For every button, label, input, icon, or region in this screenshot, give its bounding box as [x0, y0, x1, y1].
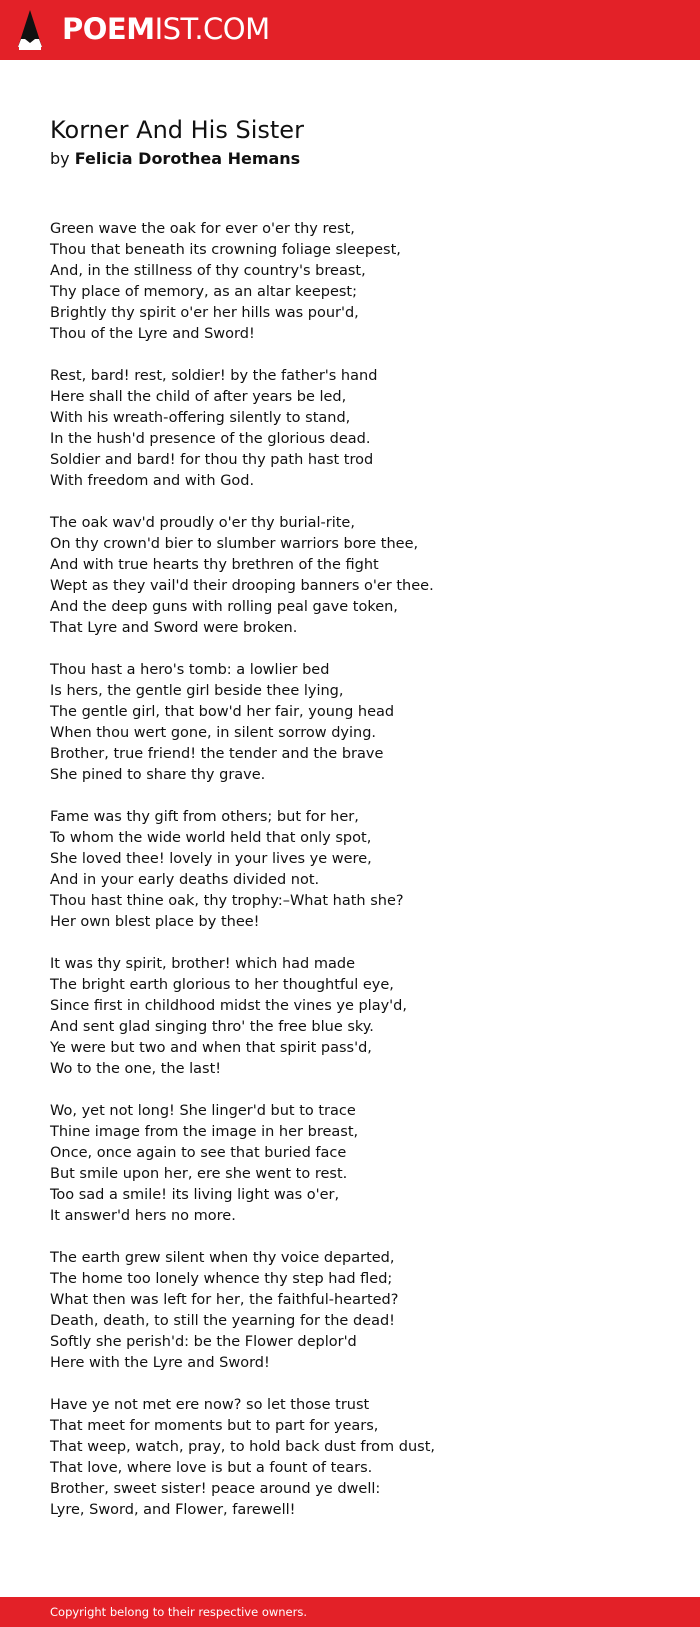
poem-stanza	[50, 807, 660, 933]
poem-line: Here with the Lyre and Sword!	[50, 1355, 270, 1371]
poem-line: That weep, watch, pray, to hold back dust from dust,	[50, 1439, 435, 1455]
poem-stanza	[50, 1101, 660, 1227]
poem-line: On thy crown'd bier to slumber warriors bore thee,	[50, 536, 419, 552]
by-label: by	[50, 149, 70, 168]
poem-line: When thou wert gone, in silent sorrow dying.	[50, 725, 377, 741]
poem-line: Is hers, the gentle girl beside thee lying,	[50, 683, 344, 699]
poem-line: The home too lonely whence thy step had fled;	[50, 1271, 393, 1287]
poem-line: And in your early deaths divided not.	[50, 872, 320, 888]
poem-line: Thou of the Lyre and Sword!	[50, 326, 255, 342]
poem-line: Thy place of memory, as an altar keepest;	[50, 284, 358, 300]
poem-line: Thou hast thine oak, thy trophy:–What hath she?	[50, 893, 404, 909]
poem-line: Have ye not met ere now? so let those trust	[50, 1397, 370, 1413]
poem-line: Brightly thy spirit o'er her hills was pour'd,	[50, 305, 359, 321]
pencil-icon	[16, 9, 44, 51]
poem-line: And sent glad singing thro' the free blue sky.	[50, 1019, 374, 1035]
site-logo[interactable]	[62, 10, 270, 48]
poem-line: It was thy spirit, brother! which had made	[50, 956, 355, 972]
poem-line: The earth grew silent when thy voice departed,	[50, 1250, 395, 1266]
poem-line: Soldier and bard! for thou thy path hast trod	[50, 452, 374, 468]
poem-line: Death, death, to still the yearning for the dead!	[50, 1313, 395, 1329]
poem-line: And, in the stillness of thy country's breast,	[50, 263, 366, 279]
poem-byline	[50, 147, 300, 171]
poem-line: Here shall the child of after years be led,	[50, 389, 347, 405]
poem-line: With freedom and with God.	[50, 473, 255, 489]
poem-line: With his wreath-offering silently to stand,	[50, 410, 351, 426]
poem-line: The oak wav'd proudly o'er thy burial-rite,	[50, 515, 355, 531]
poem-line: In the hush'd presence of the glorious dead.	[50, 431, 371, 447]
poem-line: That meet for moments but to part for years,	[50, 1418, 379, 1434]
poem-title: Korner And His Sister	[50, 116, 304, 144]
poem-body	[50, 219, 660, 1542]
poem-stanza	[50, 954, 660, 1080]
poem-stanza	[50, 1395, 660, 1521]
poem-stanza	[50, 660, 660, 786]
poem-line: That Lyre and Sword were broken.	[50, 620, 298, 636]
poem-line: To whom the wide world held that only spot,	[50, 830, 372, 846]
poem-line: That love, where love is but a fount of tears.	[50, 1460, 373, 1476]
site-header	[0, 0, 700, 60]
poem-line: The gentle girl, that bow'd her fair, young head	[50, 704, 395, 720]
poem-line: It answer'd hers no more.	[50, 1208, 236, 1224]
poem-line: Wept as they vail'd their drooping banners o'er thee.	[50, 578, 434, 594]
poem-line: The bright earth glorious to her thoughtful eye,	[50, 977, 394, 993]
poem-author[interactable]: Felicia Dorothea Hemans	[74, 149, 301, 168]
logo-text-light: IST.COM	[154, 12, 270, 46]
poem-line: What then was left for her, the faithful-hearted?	[50, 1292, 399, 1308]
poem-line: And the deep guns with rolling peal gave token,	[50, 599, 398, 615]
poem-stanza	[50, 366, 660, 492]
poem-line: And with true hearts thy brethren of the fight	[50, 557, 379, 573]
poem-line: Wo to the one, the last!	[50, 1061, 222, 1077]
poem-line: Softly she perish'd: be the Flower deplor'd	[50, 1334, 357, 1350]
poem-line: Brother, true friend! the tender and the brave	[50, 746, 384, 762]
poem-line: Once, once again to see that buried face	[50, 1145, 347, 1161]
poem-line: Wo, yet not long! She linger'd but to trace	[50, 1103, 356, 1119]
poem-line: Rest, bard! rest, soldier! by the father's hand	[50, 368, 378, 384]
copyright-text: Copyright belong to their respective owners.	[50, 1605, 308, 1619]
poem-line: Green wave the oak for ever o'er thy rest,	[50, 221, 355, 237]
poem-line: Ye were but two and when that spirit pass'd,	[50, 1040, 372, 1056]
poem-line: Thou hast a hero's tomb: a lowlier bed	[50, 662, 330, 678]
poem-line: She pined to share thy grave.	[50, 767, 266, 783]
poem-line: Her own blest place by thee!	[50, 914, 260, 930]
logo-text-bold: POEM	[62, 12, 155, 46]
poem-line: Thou that beneath its crowning foliage sleepest,	[50, 242, 401, 258]
poem-line: She loved thee! lovely in your lives ye were,	[50, 851, 372, 867]
site-footer	[0, 1597, 700, 1627]
poem-line: Since first in childhood midst the vines ye play'd,	[50, 998, 407, 1014]
poem-line: Lyre, Sword, and Flower, farewell!	[50, 1502, 296, 1518]
poem-stanza	[50, 1248, 660, 1374]
poem-line: Too sad a smile! its living light was o'er,	[50, 1187, 340, 1203]
poem-stanza	[50, 513, 660, 639]
poem-line: Brother, sweet sister! peace around ye dwell:	[50, 1481, 381, 1497]
poem-stanza	[50, 219, 660, 345]
poem-line: But smile upon her, ere she went to rest.	[50, 1166, 348, 1182]
poem-line: Thine image from the image in her breast,	[50, 1124, 359, 1140]
poem-line: Fame was thy gift from others; but for her,	[50, 809, 359, 825]
